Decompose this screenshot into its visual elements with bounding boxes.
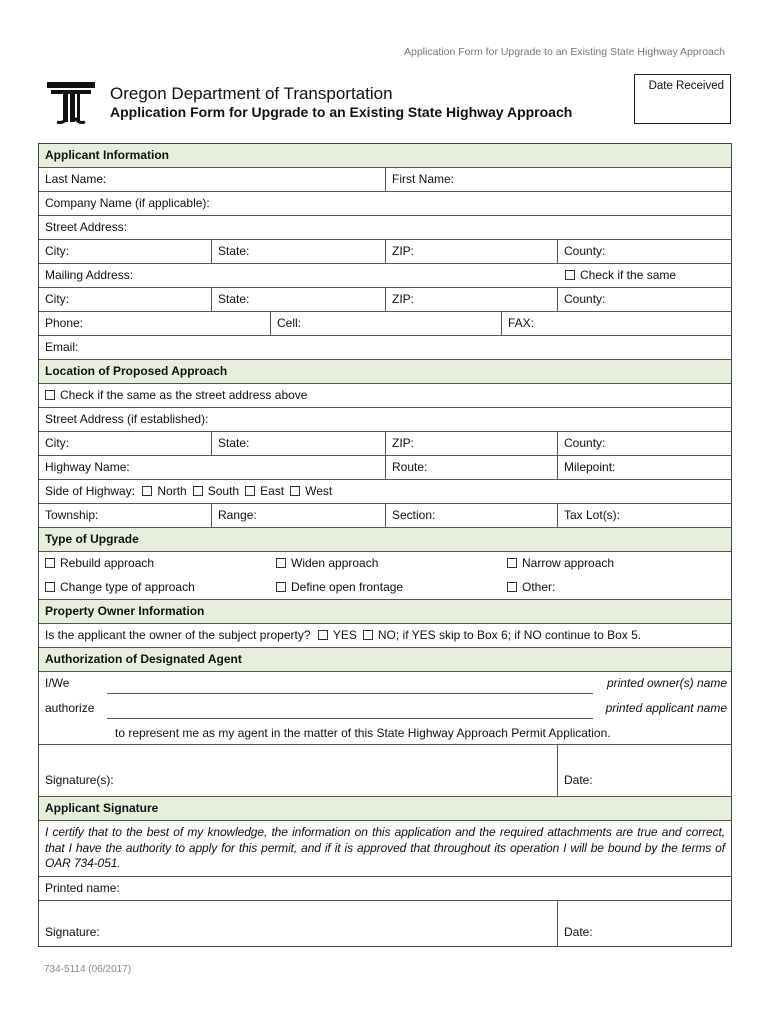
row-owner-question	[39, 624, 731, 648]
row-location-street	[39, 408, 731, 432]
row-township	[39, 504, 731, 528]
checkbox-icon[interactable]	[276, 558, 286, 568]
mailing-same-checkbox[interactable]	[559, 264, 731, 287]
applicant-name-caption: printed applicant name	[605, 701, 727, 715]
west-label: West	[305, 484, 333, 498]
yes-label: YES	[332, 628, 357, 642]
odot-logo	[45, 80, 97, 126]
option-label: Define open frontage	[291, 580, 404, 594]
narrow-option[interactable]	[501, 552, 731, 576]
company-name-field[interactable]: Company Name (if applicable):	[45, 196, 210, 210]
side-of-highway	[39, 480, 731, 503]
check-label: Check if the same as the street address above	[60, 388, 308, 402]
row-email	[39, 336, 731, 360]
west-checkbox[interactable]	[290, 486, 300, 496]
row-street	[39, 216, 731, 240]
location-state-field[interactable]: State:	[211, 432, 385, 455]
location-county-field[interactable]: County:	[557, 432, 731, 455]
section-type-of-upgrade	[39, 528, 731, 552]
agent-signature-field[interactable]: Signature(s):	[45, 773, 114, 787]
row-city	[39, 240, 731, 264]
township-field[interactable]: Township:	[45, 508, 99, 522]
south-label: South	[207, 484, 240, 498]
phone-field[interactable]: Phone:	[45, 316, 84, 330]
row-highway	[39, 456, 731, 480]
section-field[interactable]: Section:	[385, 504, 557, 527]
row-mailing-city	[39, 288, 731, 312]
last-name-field[interactable]: Last Name:	[45, 172, 107, 186]
south-checkbox[interactable]	[193, 486, 203, 496]
applicant-name-line[interactable]	[107, 698, 593, 719]
authorize-label: authorize	[45, 701, 95, 715]
county-field[interactable]: County:	[557, 240, 731, 263]
side-label: Side of Highway:	[45, 484, 136, 498]
row-location-same	[39, 384, 731, 408]
row-upgrade-1	[39, 552, 731, 576]
email-field[interactable]: Email:	[45, 340, 79, 354]
location-same-checkbox[interactable]	[39, 384, 731, 407]
signature-field[interactable]: Signature:	[45, 924, 100, 939]
mailing-city-field[interactable]: City:	[45, 292, 69, 306]
checkbox-icon[interactable]	[507, 582, 517, 592]
owner-question	[39, 624, 731, 647]
application-form	[38, 143, 732, 947]
north-checkbox[interactable]	[142, 486, 152, 496]
row-side	[39, 480, 731, 504]
row-agent-signature	[39, 745, 731, 797]
date-received-box	[634, 74, 731, 124]
north-label: North	[157, 484, 187, 498]
section-applicant-signature	[39, 797, 731, 821]
location-city-field[interactable]: City:	[45, 436, 69, 450]
zip-field[interactable]: ZIP:	[385, 240, 557, 263]
option-label: Change type of approach	[60, 580, 195, 594]
location-street-field[interactable]: Street Address (if established):	[45, 412, 209, 426]
row-name	[39, 168, 731, 192]
tax-lots-field[interactable]: Tax Lot(s):	[557, 504, 731, 527]
mailing-zip-field[interactable]: ZIP:	[385, 288, 557, 311]
location-zip-field[interactable]: ZIP:	[385, 432, 557, 455]
define-frontage-option[interactable]	[270, 576, 501, 599]
section-title: Type of Upgrade	[45, 532, 139, 546]
highway-name-field[interactable]: Highway Name:	[45, 460, 130, 474]
fax-field[interactable]: FAX:	[501, 312, 731, 335]
no-checkbox[interactable]	[363, 630, 373, 640]
section-location	[39, 360, 731, 384]
section-property-owner	[39, 600, 731, 624]
date-received-label: Date Received	[648, 80, 724, 92]
option-label: Other:	[522, 580, 556, 594]
section-applicant-information	[39, 144, 731, 168]
certification-text: I certify that to the best of my knowledge, the information on this application and the required attachments are true and correct, that I have the authority to apply for this permit, and if it is approved that throughout its operation I will be bound by the terms of OAR 734-051.	[45, 825, 725, 870]
checkbox-icon[interactable]	[276, 582, 286, 592]
range-field[interactable]: Range:	[211, 504, 385, 527]
mailing-state-field[interactable]: State:	[211, 288, 385, 311]
agent-block	[39, 672, 731, 745]
checkbox-icon[interactable]	[45, 390, 55, 400]
section-title: Location of Proposed Approach	[45, 364, 228, 378]
iwe-label: I/We	[45, 676, 70, 690]
route-field[interactable]: Route:	[385, 456, 557, 479]
cell-field[interactable]: Cell:	[270, 312, 501, 335]
mailing-county-field[interactable]: County:	[557, 288, 731, 311]
milepoint-field[interactable]: Milepoint:	[557, 456, 731, 479]
row-printed-name	[39, 877, 731, 901]
city-field[interactable]: City:	[45, 244, 69, 258]
row-upgrade-2	[39, 576, 731, 600]
form-title: Application Form for Upgrade to an Existing State Highway Approach	[110, 104, 573, 120]
signature-date-field[interactable]: Date:	[557, 901, 731, 946]
owner-name-line[interactable]	[107, 674, 593, 694]
widen-option[interactable]	[270, 552, 501, 576]
checkbox-icon[interactable]	[565, 270, 575, 280]
yes-checkbox[interactable]	[318, 630, 328, 640]
section-title: Authorization of Designated Agent	[45, 652, 242, 666]
section-title: Property Owner Information	[45, 604, 205, 618]
east-checkbox[interactable]	[245, 486, 255, 496]
agent-date-field[interactable]: Date:	[557, 745, 731, 796]
owner-name-caption: printed owner(s) name	[606, 676, 727, 690]
represent-text: to represent me as my agent in the matter of this State Highway Approach Permit Application.	[115, 726, 611, 740]
street-address-field[interactable]: Street Address:	[45, 220, 128, 234]
state-field[interactable]: State:	[211, 240, 385, 263]
section-authorization	[39, 648, 731, 672]
section-title: Applicant Information	[45, 148, 169, 162]
row-location-city	[39, 432, 731, 456]
east-label: East	[260, 484, 285, 498]
option-label: Rebuild approach	[60, 556, 155, 570]
question-text: Is the applicant the owner of the subject property?	[45, 628, 311, 642]
checkbox-icon[interactable]	[45, 582, 55, 592]
certification-block	[39, 821, 731, 877]
other-option[interactable]	[501, 576, 731, 599]
option-label: Widen approach	[291, 556, 379, 570]
no-label: NO; if YES skip to Box 6; if NO continue to Box 5.	[377, 628, 642, 642]
mailing-address-field[interactable]: Mailing Address:	[45, 268, 134, 282]
agency-name: Oregon Department of Transportation	[110, 84, 393, 103]
row-mailing	[39, 264, 731, 288]
first-name-field[interactable]: First Name:	[385, 168, 731, 191]
change-type-option[interactable]	[39, 576, 270, 599]
row-company	[39, 192, 731, 216]
checkbox-icon[interactable]	[507, 558, 517, 568]
form-number: 734-5114 (06/2017)	[44, 964, 132, 975]
running-header: Application Form for Upgrade to an Existing State Highway Approach	[403, 46, 725, 58]
rebuild-option[interactable]	[39, 552, 270, 576]
check-label: Check if the same	[580, 268, 677, 282]
printed-name-field[interactable]: Printed name:	[45, 880, 120, 895]
section-title: Applicant Signature	[45, 801, 159, 815]
row-signature	[39, 901, 731, 946]
row-phone	[39, 312, 731, 336]
checkbox-icon[interactable]	[45, 558, 55, 568]
option-label: Narrow approach	[522, 556, 615, 570]
